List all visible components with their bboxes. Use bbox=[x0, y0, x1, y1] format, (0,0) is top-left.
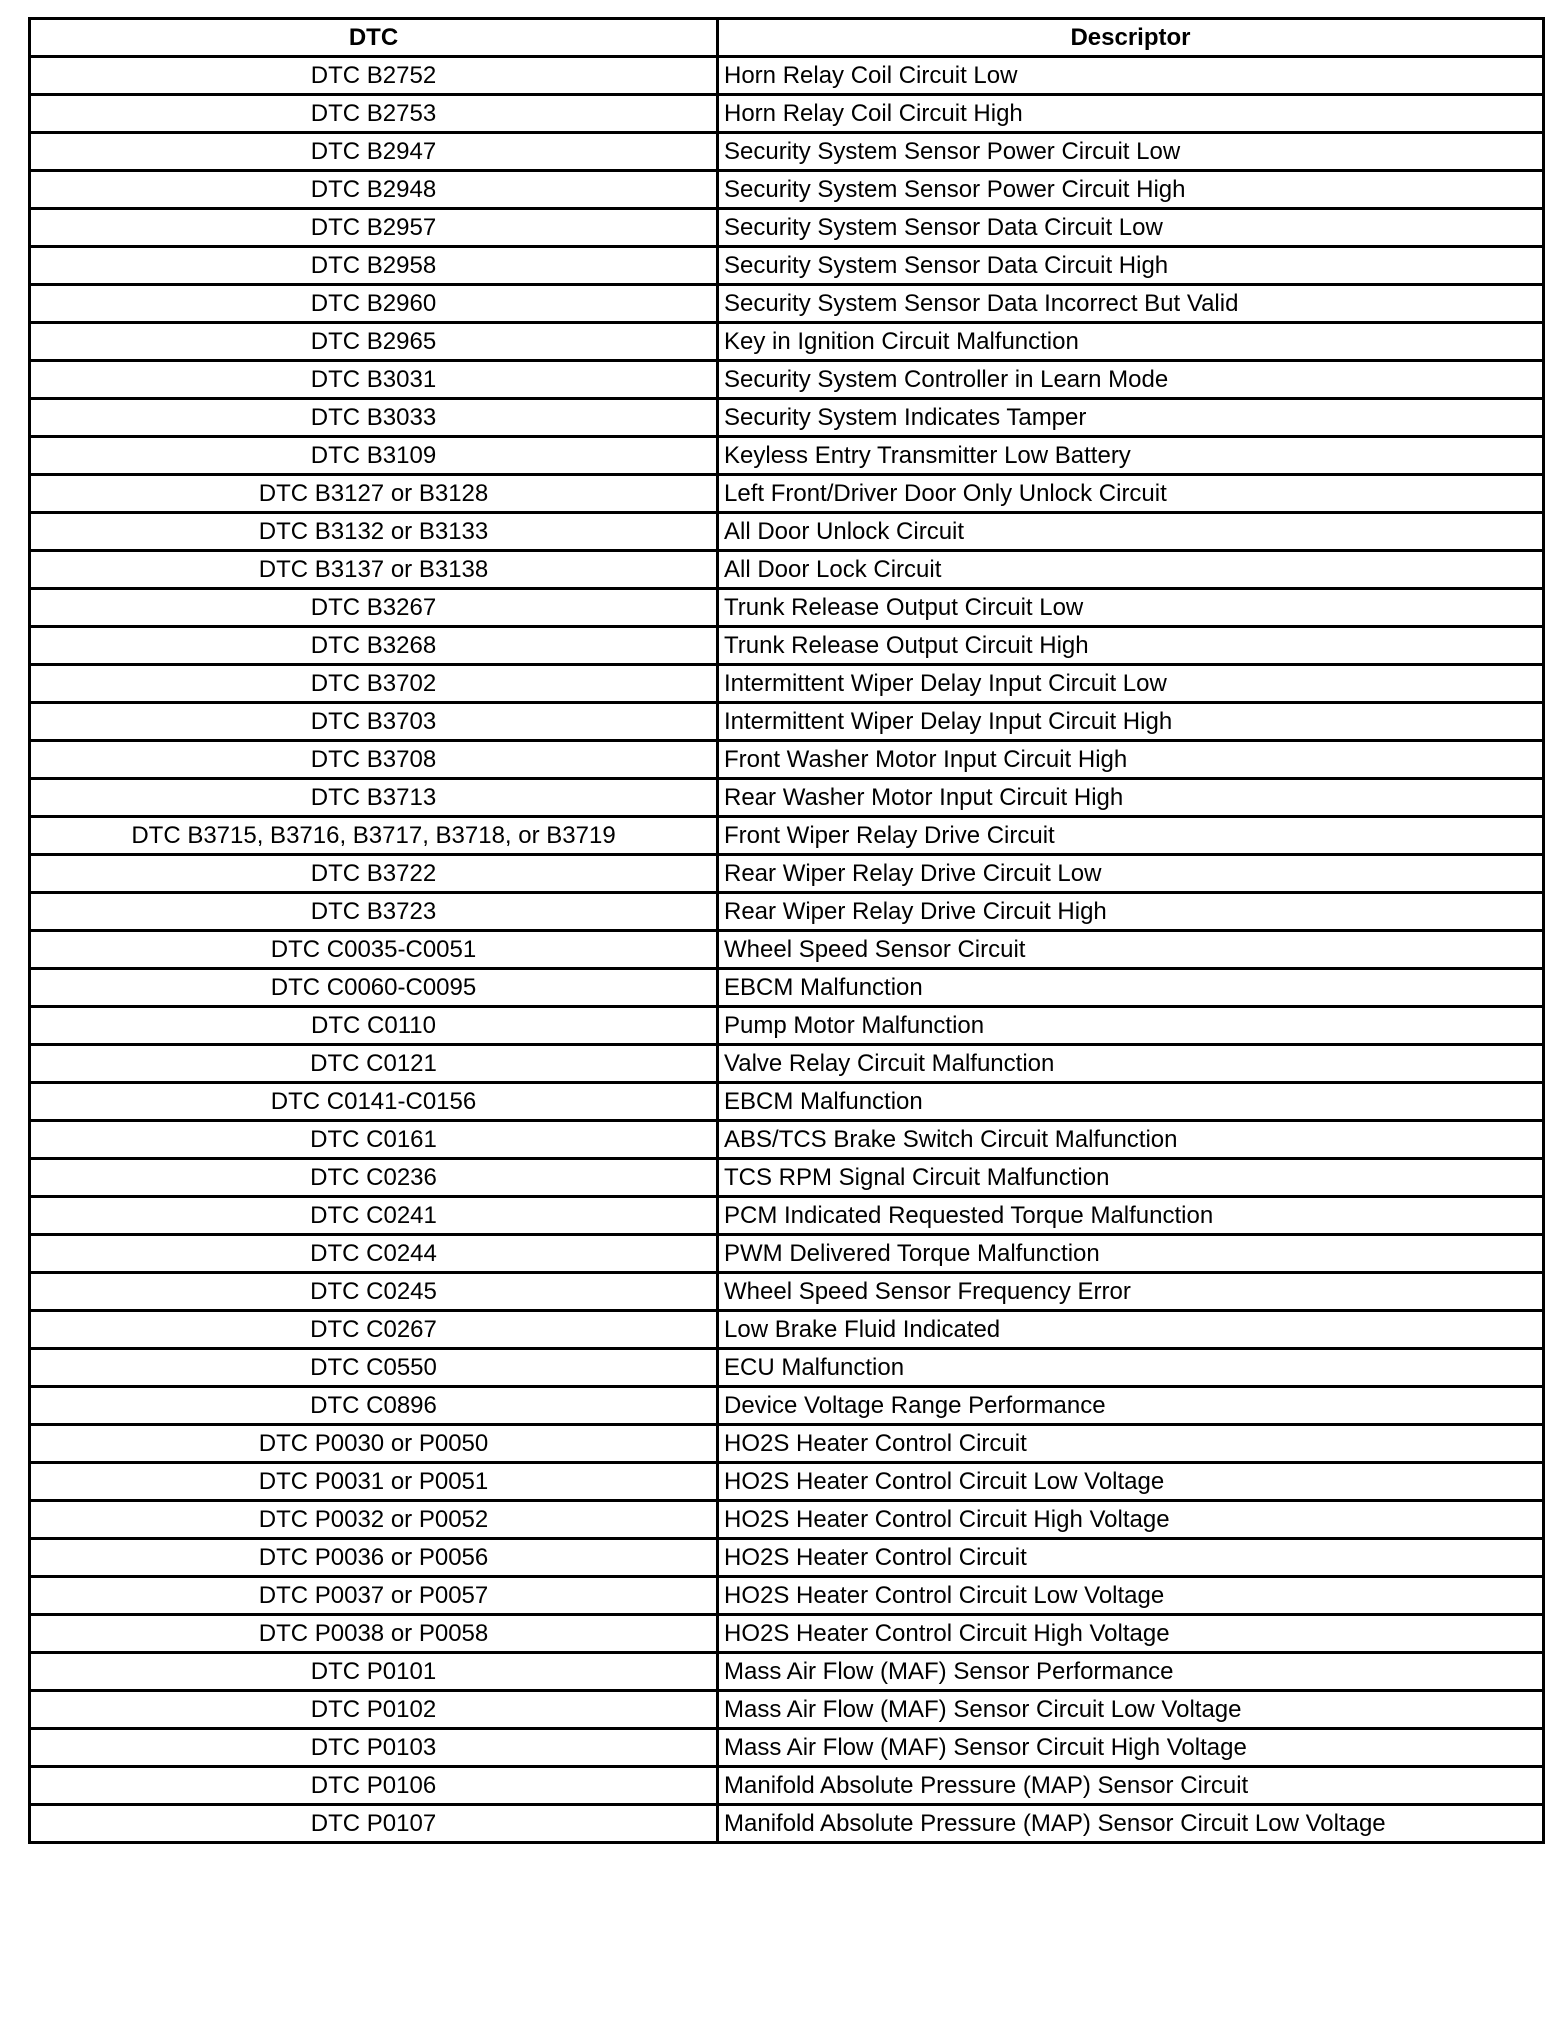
table-row bbox=[30, 1539, 1544, 1577]
descriptor-cell: PWM Delivered Torque Malfunction bbox=[718, 1235, 1544, 1273]
table-row bbox=[30, 1197, 1544, 1235]
dtc-code-cell: DTC B3723 bbox=[30, 893, 718, 931]
table-row bbox=[30, 969, 1544, 1007]
descriptor-cell: Low Brake Fluid Indicated bbox=[718, 1311, 1544, 1349]
descriptor-cell: Rear Washer Motor Input Circuit High bbox=[718, 779, 1544, 817]
table-row bbox=[30, 285, 1544, 323]
descriptor-cell: Pump Motor Malfunction bbox=[718, 1007, 1544, 1045]
dtc-code-cell: DTC P0036 or P0056 bbox=[30, 1539, 718, 1577]
table-row bbox=[30, 133, 1544, 171]
table-row bbox=[30, 1045, 1544, 1083]
descriptor-cell: ABS/TCS Brake Switch Circuit Malfunction bbox=[718, 1121, 1544, 1159]
dtc-code-cell: DTC B3708 bbox=[30, 741, 718, 779]
table-row bbox=[30, 361, 1544, 399]
table-row bbox=[30, 475, 1544, 513]
table-row bbox=[30, 1615, 1544, 1653]
dtc-code-cell: DTC C0161 bbox=[30, 1121, 718, 1159]
descriptor-cell: PCM Indicated Requested Torque Malfunction bbox=[718, 1197, 1544, 1235]
table-row bbox=[30, 931, 1544, 969]
descriptor-cell: Horn Relay Coil Circuit Low bbox=[718, 57, 1544, 95]
table-row bbox=[30, 893, 1544, 931]
descriptor-cell: Horn Relay Coil Circuit High bbox=[718, 95, 1544, 133]
table-row bbox=[30, 817, 1544, 855]
dtc-code-cell: DTC B3268 bbox=[30, 627, 718, 665]
dtc-code-cell: DTC B3031 bbox=[30, 361, 718, 399]
descriptor-cell: HO2S Heater Control Circuit High Voltage bbox=[718, 1501, 1544, 1539]
table-row bbox=[30, 1425, 1544, 1463]
table-row bbox=[30, 1273, 1544, 1311]
descriptor-cell: Security System Sensor Data Circuit High bbox=[718, 247, 1544, 285]
table-row bbox=[30, 171, 1544, 209]
descriptor-cell: Front Washer Motor Input Circuit High bbox=[718, 741, 1544, 779]
table-body bbox=[30, 57, 1544, 1843]
descriptor-cell: Keyless Entry Transmitter Low Battery bbox=[718, 437, 1544, 475]
table-row bbox=[30, 209, 1544, 247]
table-header-row bbox=[30, 19, 1544, 57]
dtc-code-cell: DTC P0032 or P0052 bbox=[30, 1501, 718, 1539]
dtc-code-cell: DTC C0245 bbox=[30, 1273, 718, 1311]
descriptor-cell: Trunk Release Output Circuit High bbox=[718, 627, 1544, 665]
descriptor-cell: Manifold Absolute Pressure (MAP) Sensor Circuit bbox=[718, 1767, 1544, 1805]
dtc-code-cell: DTC C0896 bbox=[30, 1387, 718, 1425]
descriptor-cell: Security System Sensor Power Circuit Low bbox=[718, 133, 1544, 171]
descriptor-cell: Intermittent Wiper Delay Input Circuit Low bbox=[718, 665, 1544, 703]
dtc-code-cell: DTC P0037 or P0057 bbox=[30, 1577, 718, 1615]
dtc-code-cell: DTC C0236 bbox=[30, 1159, 718, 1197]
dtc-code-cell: DTC C0241 bbox=[30, 1197, 718, 1235]
table-row bbox=[30, 1387, 1544, 1425]
table-row bbox=[30, 703, 1544, 741]
table-row bbox=[30, 627, 1544, 665]
table-row bbox=[30, 1007, 1544, 1045]
table-row bbox=[30, 95, 1544, 133]
table-row bbox=[30, 1767, 1544, 1805]
dtc-code-cell: DTC C0121 bbox=[30, 1045, 718, 1083]
dtc-code-cell: DTC B3109 bbox=[30, 437, 718, 475]
table-row bbox=[30, 855, 1544, 893]
descriptor-cell: Security System Sensor Power Circuit High bbox=[718, 171, 1544, 209]
dtc-code-cell: DTC P0107 bbox=[30, 1805, 718, 1843]
dtc-code-cell: DTC C0060-C0095 bbox=[30, 969, 718, 1007]
dtc-code-cell: DTC C0267 bbox=[30, 1311, 718, 1349]
dtc-code-cell: DTC B2947 bbox=[30, 133, 718, 171]
dtc-code-cell: DTC B3033 bbox=[30, 399, 718, 437]
descriptor-cell: HO2S Heater Control Circuit bbox=[718, 1425, 1544, 1463]
descriptor-cell: All Door Lock Circuit bbox=[718, 551, 1544, 589]
table-row bbox=[30, 779, 1544, 817]
descriptor-cell: Valve Relay Circuit Malfunction bbox=[718, 1045, 1544, 1083]
table-row bbox=[30, 437, 1544, 475]
dtc-code-cell: DTC P0103 bbox=[30, 1729, 718, 1767]
table-row bbox=[30, 57, 1544, 95]
table-row bbox=[30, 1235, 1544, 1273]
dtc-code-cell: DTC B3713 bbox=[30, 779, 718, 817]
dtc-code-cell: DTC B2752 bbox=[30, 57, 718, 95]
table-row bbox=[30, 1349, 1544, 1387]
table-row bbox=[30, 1463, 1544, 1501]
table-row bbox=[30, 1501, 1544, 1539]
table-row bbox=[30, 1729, 1544, 1767]
descriptor-cell: Mass Air Flow (MAF) Sensor Circuit High Voltage bbox=[718, 1729, 1544, 1767]
table-row bbox=[30, 1121, 1544, 1159]
dtc-code-cell: DTC B2960 bbox=[30, 285, 718, 323]
descriptor-cell: Security System Controller in Learn Mode bbox=[718, 361, 1544, 399]
dtc-code-cell: DTC B3132 or B3133 bbox=[30, 513, 718, 551]
dtc-code-cell: DTC B2753 bbox=[30, 95, 718, 133]
table-row bbox=[30, 1691, 1544, 1729]
dtc-code-cell: DTC B3722 bbox=[30, 855, 718, 893]
dtc-code-cell: DTC C0550 bbox=[30, 1349, 718, 1387]
dtc-code-cell: DTC P0038 or P0058 bbox=[30, 1615, 718, 1653]
descriptor-cell: Security System Sensor Data Circuit Low bbox=[718, 209, 1544, 247]
dtc-document bbox=[28, 17, 1542, 1844]
dtc-code-cell: DTC B2958 bbox=[30, 247, 718, 285]
table-row bbox=[30, 323, 1544, 361]
dtc-code-cell: DTC B3137 or B3138 bbox=[30, 551, 718, 589]
dtc-code-cell: DTC B3715, B3716, B3717, B3718, or B3719 bbox=[30, 817, 718, 855]
descriptor-cell: EBCM Malfunction bbox=[718, 1083, 1544, 1121]
descriptor-cell: HO2S Heater Control Circuit Low Voltage bbox=[718, 1577, 1544, 1615]
table-row bbox=[30, 513, 1544, 551]
descriptor-cell: Rear Wiper Relay Drive Circuit High bbox=[718, 893, 1544, 931]
dtc-code-cell: DTC P0106 bbox=[30, 1767, 718, 1805]
descriptor-cell: Trunk Release Output Circuit Low bbox=[718, 589, 1544, 627]
table-row bbox=[30, 665, 1544, 703]
dtc-code-cell: DTC C0110 bbox=[30, 1007, 718, 1045]
dtc-code-cell: DTC B3127 or B3128 bbox=[30, 475, 718, 513]
descriptor-cell: TCS RPM Signal Circuit Malfunction bbox=[718, 1159, 1544, 1197]
descriptor-cell: HO2S Heater Control Circuit High Voltage bbox=[718, 1615, 1544, 1653]
descriptor-cell: Left Front/Driver Door Only Unlock Circuit bbox=[718, 475, 1544, 513]
descriptor-cell: Wheel Speed Sensor Circuit bbox=[718, 931, 1544, 969]
dtc-code-cell: DTC B2965 bbox=[30, 323, 718, 361]
dtc-code-cell: DTC B3703 bbox=[30, 703, 718, 741]
table-row bbox=[30, 247, 1544, 285]
dtc-code-cell: DTC B3702 bbox=[30, 665, 718, 703]
table-row bbox=[30, 1083, 1544, 1121]
descriptor-cell: ECU Malfunction bbox=[718, 1349, 1544, 1387]
table-row bbox=[30, 589, 1544, 627]
dtc-code-cell: DTC C0244 bbox=[30, 1235, 718, 1273]
table-row bbox=[30, 741, 1544, 779]
table-row bbox=[30, 399, 1544, 437]
dtc-code-cell: DTC P0030 or P0050 bbox=[30, 1425, 718, 1463]
descriptor-cell: Wheel Speed Sensor Frequency Error bbox=[718, 1273, 1544, 1311]
table-row bbox=[30, 1159, 1544, 1197]
dtc-code-cell: DTC B2948 bbox=[30, 171, 718, 209]
descriptor-cell: Key in Ignition Circuit Malfunction bbox=[718, 323, 1544, 361]
descriptor-cell: Device Voltage Range Performance bbox=[718, 1387, 1544, 1425]
column-header-dtc: DTC bbox=[30, 19, 718, 57]
table-row bbox=[30, 1577, 1544, 1615]
descriptor-cell: Security System Sensor Data Incorrect But Valid bbox=[718, 285, 1544, 323]
dtc-code-cell: DTC C0035-C0051 bbox=[30, 931, 718, 969]
descriptor-cell: Manifold Absolute Pressure (MAP) Sensor Circuit Low Voltage bbox=[718, 1805, 1544, 1843]
table-row bbox=[30, 1805, 1544, 1843]
descriptor-cell: Intermittent Wiper Delay Input Circuit High bbox=[718, 703, 1544, 741]
descriptor-cell: HO2S Heater Control Circuit bbox=[718, 1539, 1544, 1577]
table-row bbox=[30, 1653, 1544, 1691]
dtc-code-cell: DTC P0102 bbox=[30, 1691, 718, 1729]
descriptor-cell: EBCM Malfunction bbox=[718, 969, 1544, 1007]
dtc-code-cell: DTC P0101 bbox=[30, 1653, 718, 1691]
descriptor-cell: Rear Wiper Relay Drive Circuit Low bbox=[718, 855, 1544, 893]
descriptor-cell: HO2S Heater Control Circuit Low Voltage bbox=[718, 1463, 1544, 1501]
descriptor-cell: Mass Air Flow (MAF) Sensor Circuit Low Voltage bbox=[718, 1691, 1544, 1729]
dtc-table bbox=[28, 17, 1545, 1844]
table-row bbox=[30, 1311, 1544, 1349]
column-header-descriptor: Descriptor bbox=[718, 19, 1544, 57]
descriptor-cell: Front Wiper Relay Drive Circuit bbox=[718, 817, 1544, 855]
descriptor-cell: Security System Indicates Tamper bbox=[718, 399, 1544, 437]
descriptor-cell: All Door Unlock Circuit bbox=[718, 513, 1544, 551]
dtc-code-cell: DTC B2957 bbox=[30, 209, 718, 247]
table-row bbox=[30, 551, 1544, 589]
dtc-code-cell: DTC C0141-C0156 bbox=[30, 1083, 718, 1121]
dtc-code-cell: DTC B3267 bbox=[30, 589, 718, 627]
dtc-code-cell: DTC P0031 or P0051 bbox=[30, 1463, 718, 1501]
descriptor-cell: Mass Air Flow (MAF) Sensor Performance bbox=[718, 1653, 1544, 1691]
